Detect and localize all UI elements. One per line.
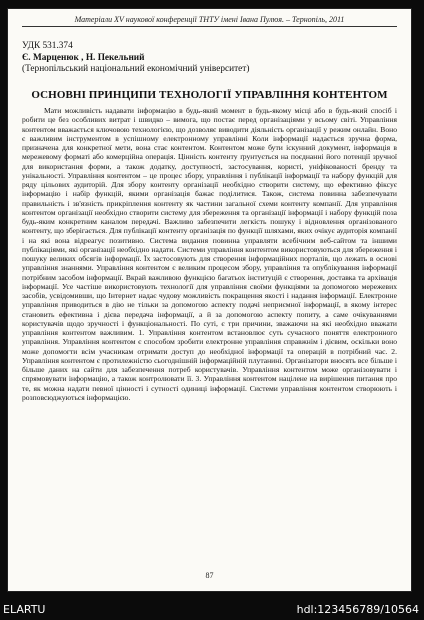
page-sheet bbox=[8, 9, 411, 591]
page-number: 87 bbox=[205, 571, 214, 580]
header-rule bbox=[22, 26, 397, 27]
footer-repository-name: ELARTU bbox=[3, 603, 46, 616]
footer-handle: hdl:123456789/10564 bbox=[296, 603, 419, 616]
udc-code: УДК 531.374 bbox=[22, 41, 73, 51]
article-title: ОСНОВНІ ПРИНЦИПИ ТЕХНОЛОГІЇ УПРАВЛІННЯ КОНТЕНТОМ bbox=[31, 89, 388, 101]
running-head: Матеріали XV наукової конференції ТНТУ імені Івана Пулюя. – Тернопіль, 2011 bbox=[74, 15, 345, 24]
article-body bbox=[22, 106, 397, 402]
authors: Є. Марценюк , Н. Пекельний bbox=[22, 52, 145, 63]
article-meta bbox=[22, 41, 249, 76]
affiliation: (Тернопільський національний економічний університет) bbox=[22, 64, 250, 74]
body-paragraph: Мати можливість надавати інформацію в будь-який момент в будь-якому місці або в будь-який спосіб і робити це без особливих витрат і швидко – вимога, що постає перед організаціями у всьому світі. Управління контентом вважається ключовою технологією, що дозволяє виводити діяльність організації у режим онлайн. Воно є важливим інструментом в успішному електронному управлінні Коли інформації надається зручна форма, призначена для конкретної мети, вона стає контентом. Контентом може бути іскунний документ, інформація в мережевому форматі або комерційна операція. Цінність контенту ґрунтується на поєднанні його потенції зручної для використання форми, а також додатку, доступності, застосування, користі, уніфікованості бренду та унікальності. Управління контентом – це процес збору, управління і публікації інформації та набору функцій для ряду цільових аудиторій. Для збору контенту організації необхідно створити систему, що ефективно фіксує інформацію і набір функцій, якими організація бажає поділитися. Також, система повинна забезпечувати правильність і зв'язність прикріплення контенту як частини загальної схеми контенту компанії. Для управління контентом організації необхідно створити систему для збереження та організації інформації і набору функцій поза будь-яким конкретним каналом передачі. Важливо забезпечити легкість пошуку і відновлення організованого контенту, що зберігається. Для публікації контенту організація по функції шляхами, яких очікує аудиторія компанії і на які вона відреагує позитивно. Система видання повинна управляти всебічним веб-сайтом та іншими публікаціями, які організації необхідно надати. Системи управління контентом використовуються для збереження і пошуку великих обсягів інформації. Їх застосовують для створення інформаційних порталів, що лежать в основі управління знаннями. Управління контентом є великим процесом збору, управління та опублікування інформації потрібним засобом інформації. Вкрай важливою функцією багатьох інституцій є створення, доставка та архівація інформації. Усе частіше використовують технології для управління своїми функціями за допомогою мережевих засобів, усвідомивши, що Інтернет надає чудову можливість покращення якості і надання інформації. Електронне управління приводиться в дію не тільки за допомогою аспекту подачі неприємної інформації, в якому інтерес становить ефективна і дієва передача інформації, а й за допомогою аспекту попиту, а саме очікуваннями користувачів щодо зручності і функціональності. По суті, є три причини, зважаючи на які необхідно вважати управління контентом важливим. 1. Управління контентом встановлює суть сучасного поняття електронного управління. Управління контентом є способом зробити електронне управління справжнім і дієвим, оскільки воно може допомогти всім учасникам отримати доступ до необхідної інформації та операцій в потрібний час. 2. Управління контентом є протилежністю сьогоднішній інформаційній плутанині. Організатори вносять все більше і більше даних на сайти для забезпечення потреб користувачів. Управління контентом може організовувати і спрямовувати інформацію, а також контролювати її. 3. Управління контентом націлене на вирішення питання про те, як можна надати певної цінності і сутності одиниці інформації. Системи управління контентом створюють і розповсюджуються інформацією. bbox=[22, 106, 397, 402]
